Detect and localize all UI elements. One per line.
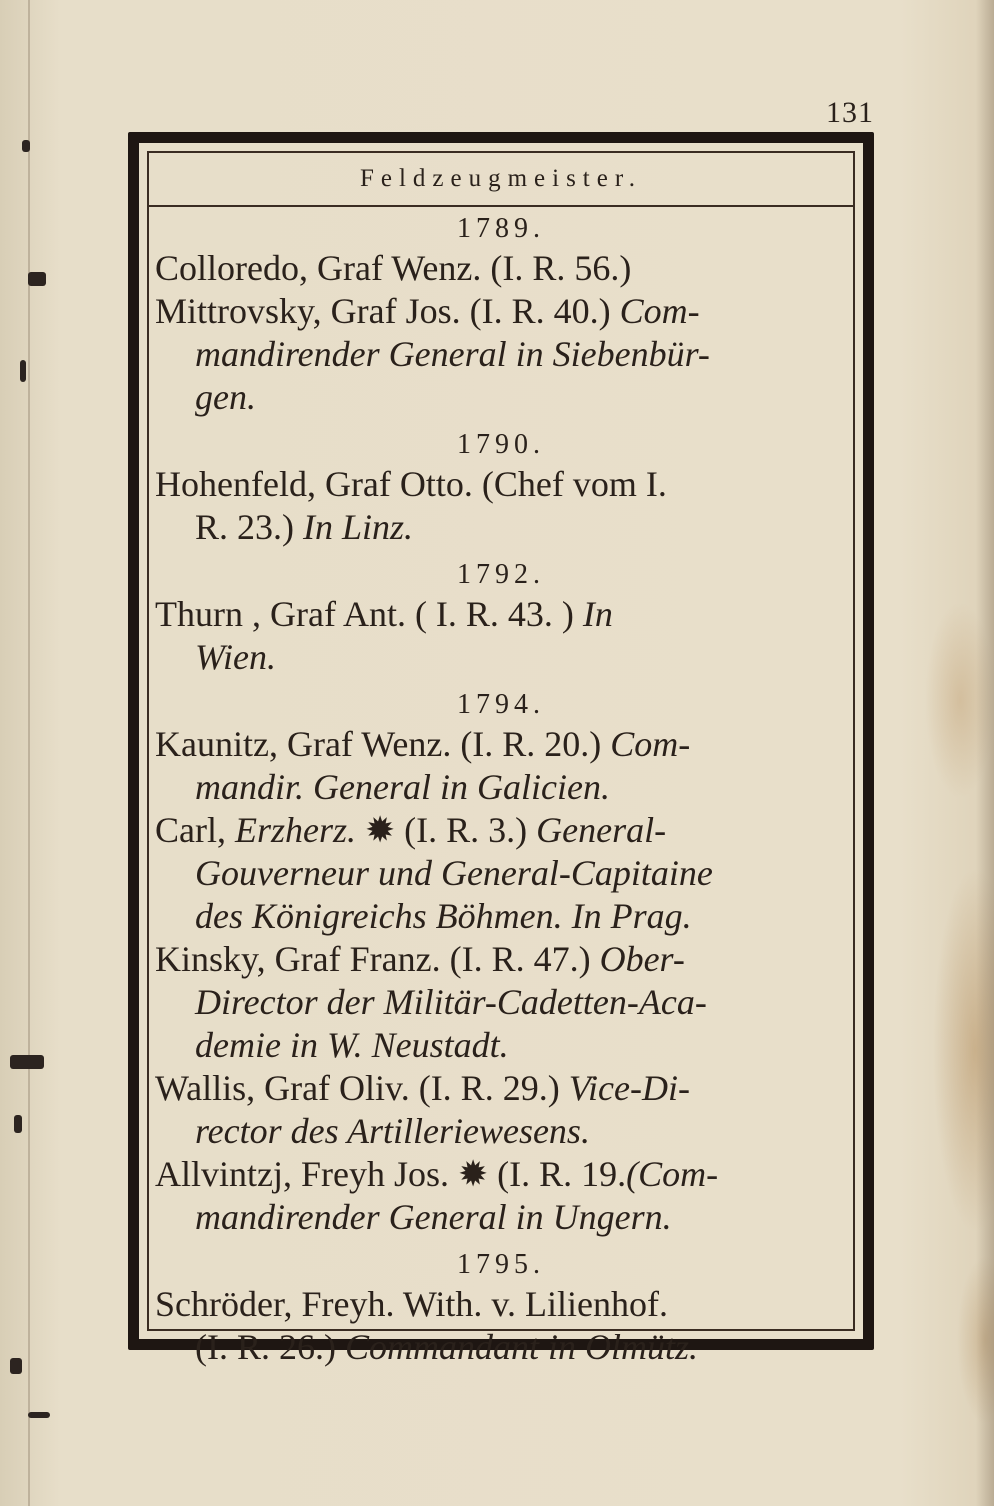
roster-entry — [149, 1283, 853, 1369]
roster-entry — [149, 593, 853, 679]
page-number: 131 — [826, 96, 874, 129]
margin-mark — [28, 272, 46, 286]
entry-line: mandirender General in Siebenbür- — [195, 334, 710, 374]
entry-note: Ober- — [599, 939, 685, 979]
roster-entry — [149, 463, 853, 549]
entry-line: Schröder, Freyh. With. v. Lilienhof. — [155, 1284, 669, 1324]
entry-line — [155, 723, 849, 766]
gutter-line — [28, 0, 30, 1506]
entry-name: Thurn , Graf Ant. ( I. R. 43. ) — [155, 594, 574, 634]
entry-line — [155, 290, 849, 333]
entry-line: rector des Artilleriewesens. — [195, 1111, 590, 1151]
entry-line: demie in W. Neustadt. — [195, 1025, 509, 1065]
entry-line — [155, 1153, 849, 1196]
entry-line: Gouverneur und General-Capitaine — [195, 853, 713, 893]
entry-name: Kinsky, Graf Franz. (I. R. 47.) — [155, 939, 591, 979]
entry-line — [155, 506, 849, 549]
entry-line: Hohenfeld, Graf Otto. (Chef vom I. — [155, 464, 667, 504]
entry-name: R. 23.) — [195, 507, 294, 547]
margin-mark — [28, 1412, 50, 1418]
entry-note: General- — [536, 810, 667, 850]
entry-name: Allvintzj, Freyh Jos. — [155, 1154, 449, 1194]
entry-regiment: (I. R. 3.) — [404, 810, 528, 850]
margin-mark — [10, 1055, 44, 1069]
roster-entry — [149, 723, 853, 809]
entry-line: mandir. General in Galicien. — [195, 767, 610, 807]
table-frame — [128, 132, 874, 1367]
year-heading: 1795. — [457, 1249, 545, 1280]
entry-line — [155, 1326, 849, 1369]
entry-note: In — [582, 594, 613, 634]
entry-note: Vice-Di- — [568, 1068, 690, 1108]
entry-name: Carl, — [155, 810, 226, 850]
entry-line: gen. — [195, 377, 256, 417]
margin-mark — [20, 360, 26, 382]
year-heading: 1789. — [457, 213, 545, 244]
entry-line: mandirender General in Ungern. — [195, 1197, 672, 1237]
entry-name: Wallis, Graf Oliv. (I. R. 29.) — [155, 1068, 560, 1108]
page-edge-shadow — [976, 0, 994, 1506]
roster-entry — [149, 1067, 853, 1153]
entry-line — [155, 593, 849, 636]
entry-line: Colloredo, Graf Wenz. (I. R. 56.) — [155, 248, 632, 288]
roster-list — [149, 207, 853, 1369]
entry-name: Kaunitz, Graf Wenz. (I. R. 20.) — [155, 724, 602, 764]
entry-line — [155, 938, 849, 981]
entry-line — [155, 809, 849, 852]
entry-title-italic: Erzherz. — [234, 810, 356, 850]
roster-entry — [149, 247, 853, 290]
entry-name: (I. R. 26.) — [195, 1327, 336, 1367]
year-heading: 1790. — [457, 429, 545, 460]
entry-note: (Com- — [626, 1154, 719, 1194]
margin-mark — [14, 1115, 22, 1133]
margin-mark — [22, 140, 30, 152]
year-heading: 1792. — [457, 559, 545, 590]
entry-line — [155, 1067, 849, 1110]
order-star-icon: ✹ — [458, 1154, 489, 1194]
entry-note: Com- — [619, 291, 700, 331]
year-heading: 1794. — [457, 689, 545, 720]
entry-note: Commandant in Olmütz. — [344, 1327, 699, 1367]
table-header: Feldzeugmeister. — [149, 153, 853, 207]
margin-mark — [10, 1358, 22, 1374]
order-star-icon: ✹ — [365, 810, 396, 850]
entry-name: Mittrovsky, Graf Jos. (I. R. 40.) — [155, 291, 611, 331]
roster-entry — [149, 290, 853, 419]
entry-note: In Linz. — [303, 507, 414, 547]
entry-line: des Königreichs Böhmen. In Prag. — [195, 896, 692, 936]
entry-regiment: (I. R. 19. — [497, 1154, 627, 1194]
table-inner-border — [147, 151, 855, 1367]
entry-line: Director der Militär-Cadetten-Aca- — [195, 982, 707, 1022]
entry-line: Wien. — [195, 637, 276, 677]
roster-entry — [149, 938, 853, 1067]
roster-entry — [149, 809, 853, 938]
roster-entry — [149, 1153, 853, 1239]
entry-note: Com- — [610, 724, 691, 764]
